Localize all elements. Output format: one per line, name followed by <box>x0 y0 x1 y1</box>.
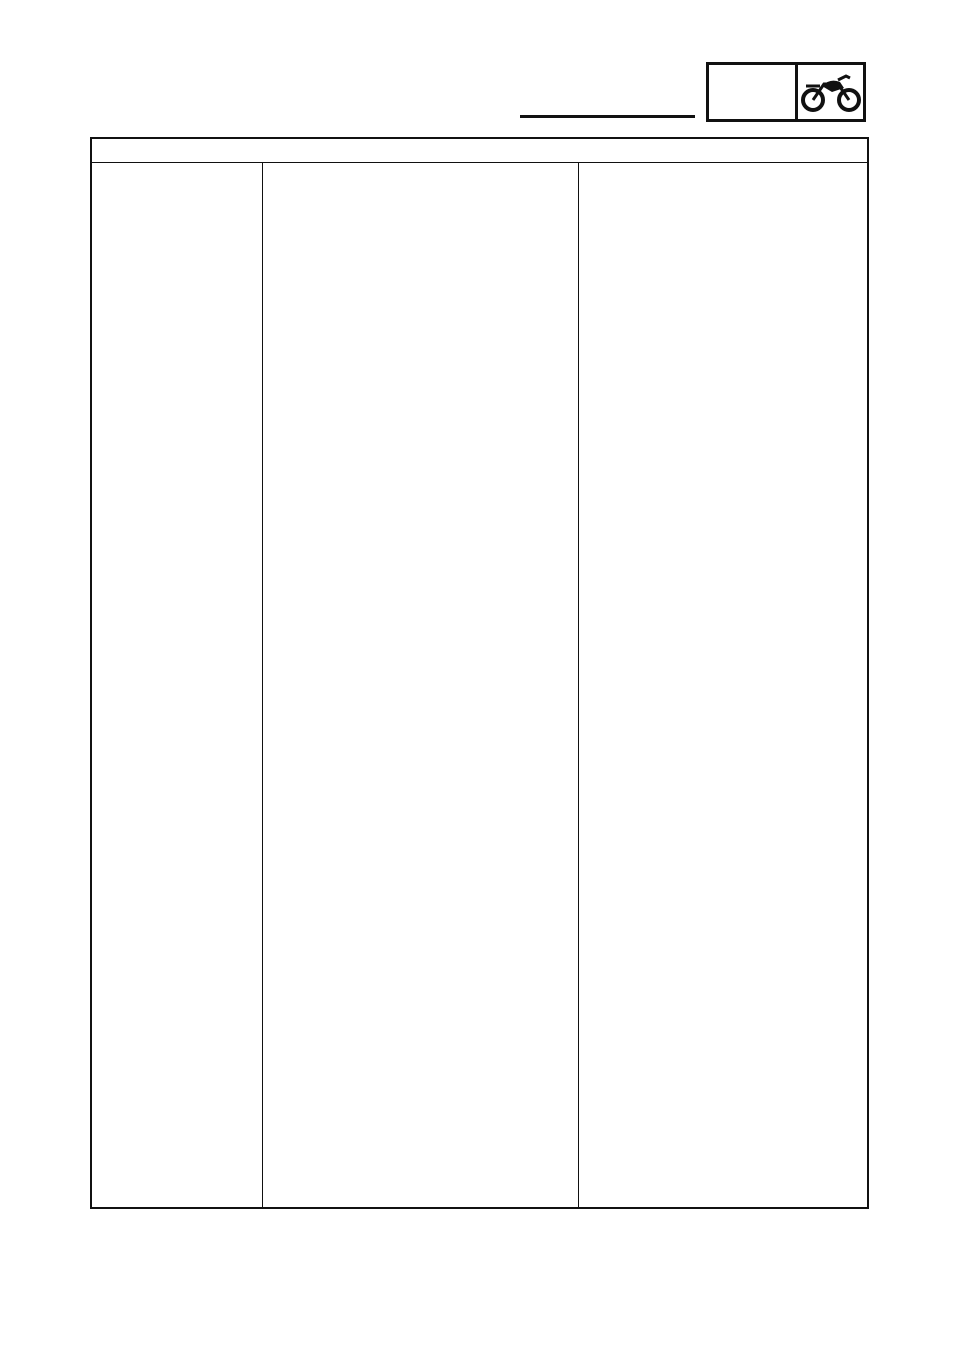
gen-info-text <box>709 65 798 119</box>
table-header <box>92 139 867 163</box>
column-divider <box>578 162 579 1207</box>
gen-info-badge <box>706 62 866 122</box>
special-tools-table <box>90 137 869 1209</box>
section-title-rule <box>520 115 695 118</box>
motorcycle-icon <box>798 65 863 119</box>
column-divider <box>262 162 263 1207</box>
